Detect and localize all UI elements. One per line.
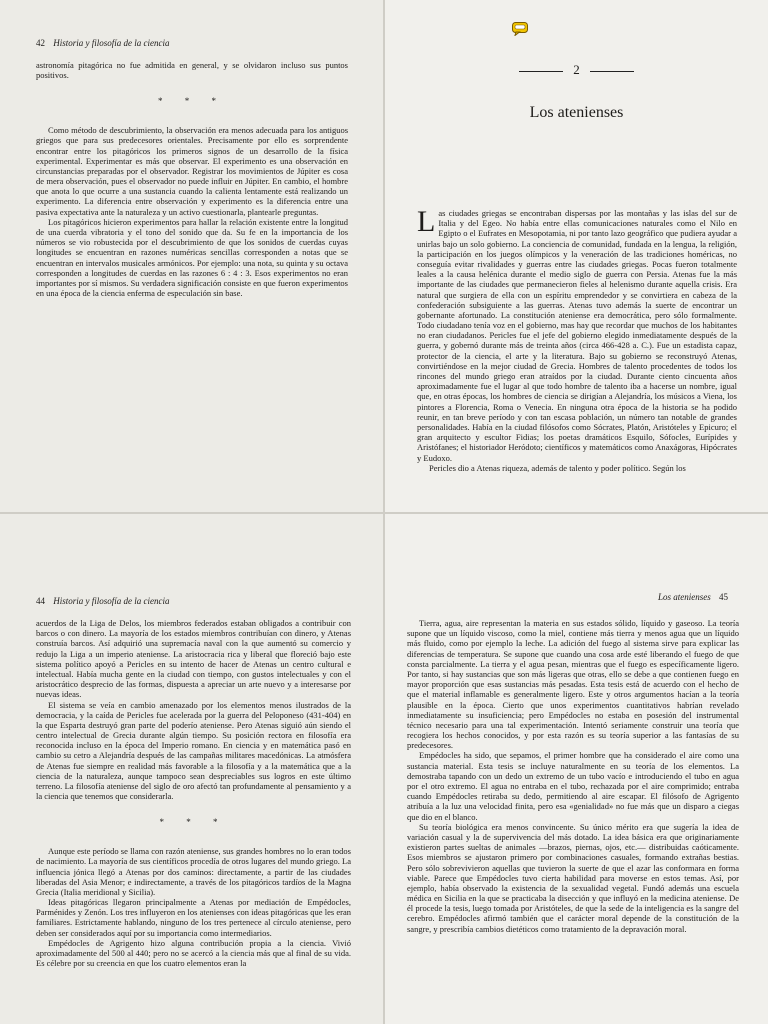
section-separator: * * * bbox=[159, 817, 228, 828]
rule-right bbox=[590, 71, 634, 72]
paragraph: Empédocles de Agrigento hizo alguna contribución propia a la ciencia. Vivió aproximadamente del 500 al 440; pero no se acercó a la ciencia más que al final de su vida. Es célebre por su creencia en que los cuatro elementos eran la bbox=[36, 937, 351, 969]
body-text bbox=[36, 618, 351, 968]
speech-bubble-icon[interactable] bbox=[512, 22, 528, 36]
paragraph: astronomía pitagórica no fue admitida en general, y se olvidaron incluso sus puntos positivos. bbox=[36, 60, 348, 81]
running-header bbox=[658, 592, 728, 602]
book-title: Historia y filosofía de la ciencia bbox=[53, 38, 170, 48]
body-text bbox=[417, 205, 737, 473]
page-42 bbox=[0, 0, 383, 512]
paragraph: acuerdos de la Liga de Delos, los miembros federados estaban obligados a contribuir con barcos o con dinero. La mayoría de los estados miembros contribuían con dinero, y Atenas construía barcos. Así adquirió una supremacía naval con la que aumentó su comercio y redujo la Liga a un imperio ateniense. La aristocracia rica y liberal que floreció bajo este sistema político apoyó a Pericles en su intento de hacer de Atenas un centro cultural e intelectual. Había mucha gente en la ciudad con tiempo, con gustos intelectuales y con el aristocrático desprecio de las formas, dispuesta a apreciar un arte nuevo y a interesarse por nuevas ideas. bbox=[36, 618, 351, 700]
running-header bbox=[36, 596, 170, 606]
page-43 bbox=[385, 0, 768, 512]
chapter-title: Los atenienses bbox=[529, 104, 624, 121]
book-title: Historia y filosofía de la ciencia bbox=[53, 596, 170, 606]
paragraph: Empédocles ha sido, que sepamos, el primer hombre que ha considerado el aire como una sustancia material. Esta tesis se incluye naturalmente en su teoría de los elementos. La demostraba tapando con un dedo un extremo de un tubo vacío e introduciendo el tubo en agua por el otro extremo. El agua no entraba en el tubo, rechazada por el aire comprimido; entraba cuando Empédocles retiraba su dedo, permitiendo al aire escapar. El filósofo de Agrigento atribuía a la luz una velocidad finita, pero esa «genialidad» no fue más que un disparo a ciegas que dio en el blanco. bbox=[407, 750, 739, 822]
running-header bbox=[36, 38, 170, 48]
body-text bbox=[407, 618, 739, 934]
page-number: 45 bbox=[719, 592, 728, 602]
paragraph: Pericles dio a Atenas riqueza, además de talento y poder político. Según los bbox=[429, 462, 686, 473]
chapter-running-title: Los atenienses bbox=[658, 592, 711, 602]
body-text bbox=[36, 60, 348, 298]
rule-left bbox=[519, 71, 563, 72]
paragraph: Aunque este período se llama con razón ateniense, sus grandes hombres no lo eran todos de nacimiento. La mayoría de sus científicos procedía de otros lugares del mundo griego. La influencia jónica llegó a Atenas por dos caminos: directamente, a partir de las ciudades liberadas del Asia Menor; e indirectamente, a través de los pitagóricos tardíos de la Magna Grecia (Italia meridional y Sicilia). bbox=[36, 846, 351, 897]
page-45 bbox=[385, 514, 768, 1024]
paragraph: Las ciudades griegas se encontraban dispersas por las montañas y las islas del sur de Italia y del Egeo. No había entre ellas comunicaciones naturales como el Nilo en Egipto o el Eufrates en Mesopotamia, ni por tanto lazo geográfico que pudiera ayudar a unirlas bajo un solo gobierno. La conciencia de comunidad, fundada en la lengua, la religión, la participación en los juegos olímpicos y la veneración de las tradiciones homéricas, no conseguía evitar rivalidades y guerras entre las ciudades griegas. Pocas fueron totalmente leales a la causa helénica durante el medio siglo de guerra con Persia. Atenas fue la más importante de las ciudades que permanecieron fieles al helenismo durante aquella crisis. Era natural que surgiera de ella con un espíritu emprendedor y se convirtiera en cabeza de la confederación subsiguiente a las guerras. Atenas tuvo además la suerte de encontrar un gobernante afortunado. La constitución ateniense era democrática, pero sólo formalmente. Todo ciudadano tenía voz en el gobierno, mas hay que recordar que muchos de los habitantes no eran ciudadanos. Pericles fue el jefe del gobierno elegido inmediatamente después de la guerra, y gobernó durante más de treinta años (circa 466-428 a. C.). Fue un estadista capaz, protector de la ciencia, el arte y la literatura. Bajo su gobierno se reconstruyó Atenas, convirtiéndose en la mejor ciudad de Grecia. Hombres de talento procedentes de todos los rincones del mundo griego eran atraídos por la ciudad. Durante ciento cincuenta años aproximadamente fue el lugar al que todo hombre de talento iba a hacerse un nombre, igual que, en otras épocas, los hombres de ciencia se dirigían a Alejandría, los músicos a Viena, los pintores a Florencia, Roma o Venecia. En ninguna otra época de la historia se ha podido reunir, en tan breve período y con tan escasa población, un número tan notable de grandes personalidades. Había en la ciudad filósofos como Sócrates, Platón, Aristóteles y Epicuro; el gran arquitecto y escultor Fidias; los poetas dramáticos Esquilo, Sófocles, Eurípides y Aristófanes; el historiador Heródoto; científicos y matemáticos como Anaxágoras, Hipócrates y Eudoxo. bbox=[417, 205, 737, 463]
paragraph: Tierra, agua, aire representan la materia en sus estados sólido, líquido y gaseoso. La teoría supone que un líquido viscoso, como la miel, contiene más tierra y menos agua que un líquido más fluido, como por ejemplo la leche. La adición del fuego al sistema sirve para explicar las diferencias de temperatura. Se supone que cuando una cosa arde esté liberando el fuego de que consta parcialmente. La tierra y el agua pesan, mientras que el fuego es específicamente ligero. Por tanto, si hay sustancias que son más ligeras que otras, ello se debe a que contienen fuego en mayor proporción que esas sustancias más pesadas. Esta tesis está de acuerdo con el hecho de que el material inflamable es generalmente ligero. Este y otros argumentos hacían a la teoría plausible en la época. Cierto que unos experimentos cuantitativos habrían revelado inmediatamente su insuficiencia; pero Empédocles no estaba en posesión del instrumental técnico necesario para una tal experimentación. Intentó seriamente construir una teoría que recogiera los hechos conocidos, y por esta razón es su teoría superior a las fantasías de su predecesores. bbox=[407, 618, 739, 751]
section-separator: * * * bbox=[158, 96, 226, 107]
paragraph: Los pitagóricos hicieron experimentos para hallar la relación existente entre la longitud de una cuerda vibratoria y el tono del sonido que da. Su fe en la importancia de los números se vio robustecida por el descubrimiento de que los sonidos de cuerdas cuyas longitudes se encuentran en razones numéricas sencillas corresponden a notas que se encuentran en intervalos musicales armónicos. Por ejemplo: una nota, su quinta y su octava corresponden a longitudes de cuerdas en las razones 6 : 4 : 3. Esos experimentos no eran importantes por sí mismos. Su verdadera significación consiste en que fueron experimentos en una época de la ciencia enferma de especulación sin base. bbox=[36, 216, 348, 299]
paragraph: Su teoría biológica era menos convincente. Su único mérito era que sugería la idea de variación casual y la de supervivencia del más dotado. La idea básica era que originariamente existieron partes sueltas de animales —brazos, piernas, ojos, etc.— distribuidas caóticamente. Esos miembros se ajustaron primero por combinaciones casuales, formando extrañas bestias. Pero sólo sobrevivieron aquellas que tuvieron la suerte de que el azar las conformara en forma viable. Parece que Empédocles tuvo cierta habilidad para moverse en estos temas. Así, por ejemplo, había observado la existencia de la sexualidad vegetal. Fundó además una escuela médica en Sicilia en la que se practicaba la disección y que influyó en la medicina ateniense. De él procede la tesis, luego tomada por Aristóteles, de que la sede de la inteligencia es la sangre del cerebro. Empédocles afirmó también que el carácter moral depende de la constitución de la sangre, y prescribía cambios dietéticos como tratamiento de la depravación moral. bbox=[407, 821, 739, 934]
paragraph: Como método de descubrimiento, la observación era menos adecuada para los antiguos griegos que para sus predecesores orientales. Precisamente por ello es sorprendente encontrar entre los pitagóricos los primeros signos de un desarrollo de la física experimental. Experimentar es más que observar. El experimento es una observación en circunstancias preparadas por el observador. Registrar los movimientos de Júpiter es cosa de mera observación, pues el observador no puede influir en Júpiter. En cambio, el hombre que anota lo que ocurre a una sustancia cuando la calienta lentamente está realizando un experimento. La diferencia entre observación y experimento es la diferencia entre una pasiva expectativa ante la naturaleza y un activo cuestionarla, plantearle preguntas. bbox=[36, 125, 348, 217]
page-number: 44 bbox=[36, 596, 45, 606]
page-number: 42 bbox=[36, 38, 45, 48]
page-44 bbox=[0, 514, 383, 1024]
drop-cap: L bbox=[417, 205, 436, 238]
paragraph: Ideas pitagóricas llegaron principalmente a Atenas por mediación de Empédocles, Parménides y Zenón. Los tres influyeron en los atenienses con ideas pitagóricas que les eran familiares. Estrictamente hablando, ninguno de los tres pertenece al círculo ateniense, pero deben ser considerados aquí por su importancia como intermediarios. bbox=[36, 897, 351, 938]
chapter-number: 2 bbox=[385, 62, 768, 78]
paragraph: El sistema se veía en cambio amenazado por los elementos menos ilustrados de la democracia, y la caída de Pericles fue acelerada por la guerra del Peloponeso (431-404) en la que Esparta destruyó gran parte del poderío ateniense. Pero Atenas siguió aún siendo el centro intelectual de Grecia durante algún tiempo. Su posición rectora en filosofía era reconocida incluso en la época del Imperio romano. En ciencia y en matemática pasó en cambio su cetro a Alejandría después de las campañas militares macedónicas. La atmósfera de Atenas fue siempre en realidad más favorable a la filosofía y a la matemática que a la ciencia de la naturaleza, aunque tampoco sean despreciables sus logros en este último terreno. La filosofía ateniense del siglo de oro afectó tan profundamente al pensamiento y a la ciencia que tenemos que considerarla. bbox=[36, 699, 351, 802]
